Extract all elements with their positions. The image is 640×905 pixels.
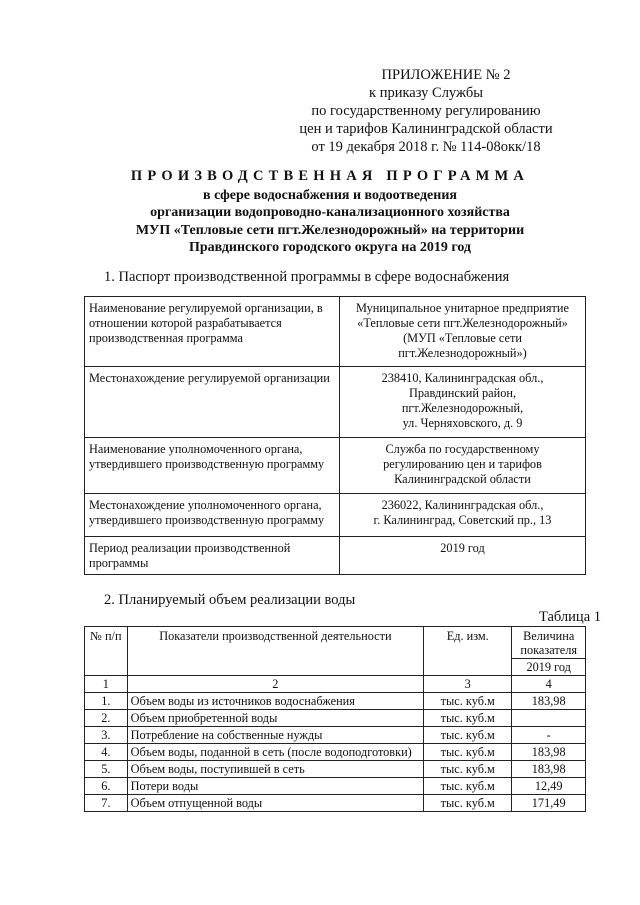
passport-value bbox=[340, 494, 586, 537]
row-unit: тыс. куб.м bbox=[424, 744, 512, 761]
passport-label: Наименование уполномоченного органа, утвердившего производственную программу bbox=[85, 438, 340, 494]
value-line: пгт.Железнодорожный, bbox=[401, 401, 524, 415]
document-title bbox=[60, 168, 600, 257]
table-row bbox=[85, 710, 586, 727]
passport-value bbox=[340, 537, 586, 575]
header-year: 2019 год bbox=[512, 658, 585, 675]
passport-value bbox=[340, 367, 586, 438]
row-value: 183,98 bbox=[512, 744, 586, 761]
passport-label: Период реализации производственной программы bbox=[85, 537, 340, 575]
header-indicator: Показатели производственной деятельности bbox=[127, 627, 423, 676]
appendix-line: от 19 декабря 2018 г. № 114-08окк/18 bbox=[311, 139, 541, 155]
col-number: 3 bbox=[424, 676, 512, 693]
table-caption: Таблица 1 bbox=[538, 609, 601, 625]
table-header-row bbox=[85, 627, 586, 676]
table-row bbox=[85, 693, 586, 710]
row-num: 4. bbox=[85, 744, 128, 761]
value-line: Служба по государственному bbox=[385, 442, 540, 456]
table-row bbox=[85, 367, 586, 438]
appendix-title: ПРИЛОЖЕНИЕ № 2 bbox=[381, 67, 511, 83]
title-line: Правдинского городского округа на 2019 год bbox=[188, 240, 472, 255]
header-value-label: Величина показателя bbox=[520, 629, 578, 657]
appendix-line: к приказу Службы bbox=[369, 85, 483, 101]
row-num: 3. bbox=[85, 727, 128, 744]
title-line: в сфере водоснабжения и водоотведения bbox=[203, 187, 457, 203]
row-value: 183,98 bbox=[512, 761, 586, 778]
value-line: 2019 год bbox=[440, 541, 485, 555]
value-line: Муниципальное унитарное предприятие bbox=[356, 301, 569, 315]
row-indicator: Объем воды из источников водоснабжения bbox=[127, 693, 423, 710]
value-line: регулированию цен и тарифов bbox=[383, 457, 542, 471]
row-indicator: Потери воды bbox=[127, 778, 423, 795]
passport-label: Местонахождение уполномоченного органа, утвердившего производственную программу bbox=[85, 494, 340, 537]
col-number: 2 bbox=[127, 676, 423, 693]
table-row bbox=[85, 778, 586, 795]
value-line: пгт.Железнодорожный») bbox=[398, 346, 527, 360]
row-num: 5. bbox=[85, 761, 128, 778]
appendix-block bbox=[276, 66, 576, 156]
row-unit: тыс. куб.м bbox=[424, 693, 512, 710]
section-2-heading: 2. Планируемый объем реализации воды bbox=[104, 592, 356, 608]
row-value: 12,49 bbox=[512, 778, 586, 795]
header-num: № п/п bbox=[85, 627, 128, 676]
value-line: (МУП «Тепловые сети bbox=[403, 331, 522, 345]
row-value bbox=[512, 710, 586, 727]
appendix-line: цен и тарифов Калининградской области bbox=[299, 121, 553, 137]
row-value: 171,49 bbox=[512, 795, 586, 812]
row-indicator: Объем приобретенной воды bbox=[127, 710, 423, 727]
row-num: 7. bbox=[85, 795, 128, 812]
value-line: Правдинский район, bbox=[408, 386, 517, 400]
value-line: ул. Черняховского, д. 9 bbox=[402, 416, 523, 430]
table-row bbox=[85, 727, 586, 744]
title-line: МУП «Тепловые сети пгт.Железнодорожный» на территории bbox=[135, 222, 525, 238]
table-row bbox=[85, 494, 586, 537]
section-1-heading: 1. Паспорт производственной программы в сфере водоснабжения bbox=[104, 269, 510, 285]
row-indicator: Потребление на собственные нужды bbox=[127, 727, 423, 744]
col-number: 4 bbox=[512, 676, 586, 693]
row-indicator: Объем отпущенной воды bbox=[127, 795, 423, 812]
row-unit: тыс. куб.м bbox=[424, 761, 512, 778]
value-line: г. Калининград, Советский пр., 13 bbox=[373, 513, 552, 527]
table-row bbox=[85, 438, 586, 494]
title-main: ПРОИЗВОДСТВЕННАЯ ПРОГРАММА bbox=[130, 168, 530, 184]
row-indicator: Объем воды, поданной в сеть (после водоподготовки) bbox=[127, 744, 423, 761]
passport-table bbox=[84, 296, 586, 575]
col-number: 1 bbox=[85, 676, 128, 693]
passport-value bbox=[340, 297, 586, 367]
row-value: 183,98 bbox=[512, 693, 586, 710]
row-unit: тыс. куб.м bbox=[424, 795, 512, 812]
row-num: 1. bbox=[85, 693, 128, 710]
row-unit: тыс. куб.м bbox=[424, 778, 512, 795]
value-line: Калининградской области bbox=[394, 472, 531, 486]
title-line: организации водопроводно-канализационного хозяйства bbox=[150, 205, 510, 220]
row-num: 6. bbox=[85, 778, 128, 795]
row-indicator: Объем воды, поступившей в сеть bbox=[127, 761, 423, 778]
passport-value bbox=[340, 438, 586, 494]
table-row bbox=[85, 297, 586, 367]
row-unit: тыс. куб.м bbox=[424, 727, 512, 744]
table-row bbox=[85, 795, 586, 812]
row-unit: тыс. куб.м bbox=[424, 710, 512, 727]
value-line: «Тепловые сети пгт.Железнодорожный» bbox=[357, 316, 568, 330]
table-row bbox=[85, 761, 586, 778]
header-value bbox=[512, 627, 586, 676]
column-number-row bbox=[85, 676, 586, 693]
appendix-line: по государственному регулированию bbox=[311, 103, 541, 119]
water-volume-table bbox=[84, 626, 586, 812]
passport-label: Местонахождение регулируемой организации bbox=[85, 367, 340, 438]
header-unit: Ед. изм. bbox=[424, 627, 512, 676]
table-row bbox=[85, 744, 586, 761]
value-line: 238410, Калининградская обл., bbox=[381, 371, 544, 385]
table-row bbox=[85, 537, 586, 575]
row-value: - bbox=[512, 727, 586, 744]
row-num: 2. bbox=[85, 710, 128, 727]
value-line: 236022, Калининградская обл., bbox=[381, 498, 544, 512]
passport-label: Наименование регулируемой организации, в отношении которой разрабатывается производственная программа bbox=[85, 297, 340, 367]
